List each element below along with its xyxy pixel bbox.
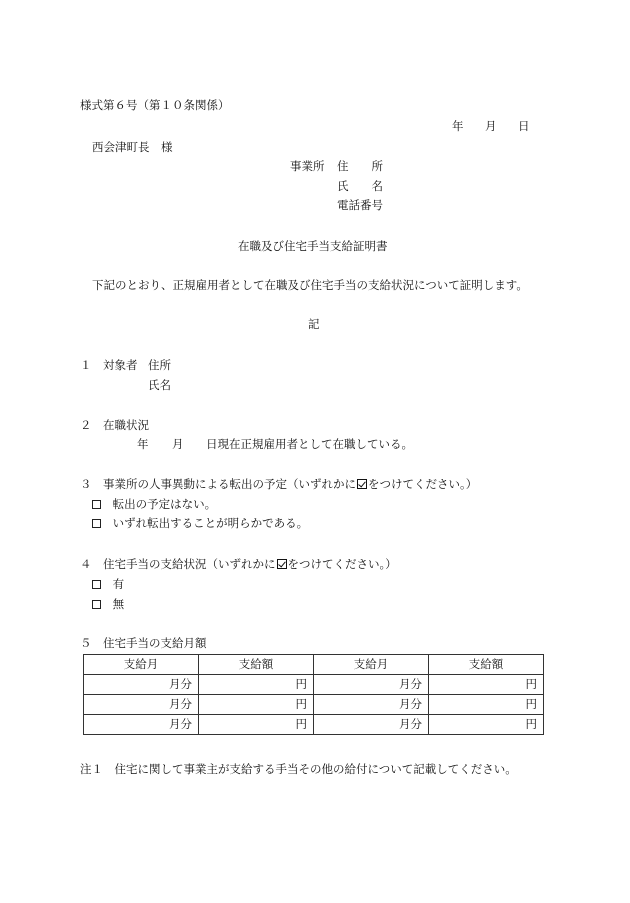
header-amount-2: 支給額 <box>429 655 544 675</box>
month-cell[interactable]: 月分 <box>314 695 429 715</box>
section2-status-text: 日現在正規雇用者として在職している。 <box>206 437 413 451</box>
allowance-table <box>83 654 544 735</box>
table-row <box>84 695 544 715</box>
employer-address-label: 住 所 <box>337 159 383 173</box>
table-header-row <box>84 655 544 675</box>
header-month-2: 支給月 <box>314 655 429 675</box>
month-cell[interactable]: 月分 <box>314 675 429 695</box>
checked-box-icon <box>357 479 367 489</box>
table-row <box>84 675 544 695</box>
checkbox-icon[interactable] <box>92 600 101 609</box>
amount-cell[interactable]: 円 <box>199 675 314 695</box>
section4-option2[interactable] <box>92 597 124 611</box>
checkbox-icon[interactable] <box>92 500 101 509</box>
section2-heading: ２ 在職状況 <box>80 418 149 432</box>
header-amount-1: 支給額 <box>199 655 314 675</box>
section3-heading-b: をつけてください。） <box>368 477 478 491</box>
section3-option2-label: いずれ転出することが明らかである。 <box>112 516 309 530</box>
section1-heading: １ 対象者 <box>80 358 138 372</box>
section4-option1[interactable] <box>92 577 124 591</box>
section3-option1[interactable] <box>92 497 216 511</box>
ki-marker: 記 <box>308 317 320 331</box>
date-month-label: 月 <box>485 119 497 133</box>
amount-cell[interactable]: 円 <box>429 695 544 715</box>
section3-option2[interactable] <box>92 516 308 530</box>
amount-cell[interactable]: 円 <box>429 715 544 735</box>
employer-name-label: 氏 名 <box>337 179 383 193</box>
section4-option1-label: 有 <box>112 577 125 591</box>
intro-text: 下記のとおり、正規雇用者として在職及び住宅手当の支給状況について証明します。 <box>92 278 528 292</box>
checkbox-icon[interactable] <box>92 519 101 528</box>
section3-heading <box>80 477 477 491</box>
addressee: 西会津町長 様 <box>92 140 173 154</box>
date-day-label: 日 <box>518 119 530 133</box>
section1-name-label: 氏名 <box>148 378 171 392</box>
month-cell[interactable]: 月分 <box>314 715 429 735</box>
month-cell[interactable]: 月分 <box>84 675 199 695</box>
section4-heading-b: をつけてください。） <box>287 557 397 571</box>
section3-heading-a: ３ 事業所の人事異動による転出の予定（いずれかに <box>80 477 356 491</box>
checkbox-icon[interactable] <box>92 580 101 589</box>
month-cell[interactable]: 月分 <box>84 695 199 715</box>
section4-option2-label: 無 <box>112 597 125 611</box>
employer-phone-label: 電話番号 <box>337 198 383 212</box>
section2-year-label: 年 <box>137 437 149 451</box>
section4-heading-a: ４ 住宅手当の支給状況（いずれかに <box>80 557 276 571</box>
document-title: 在職及び住宅手当支給証明書 <box>238 239 388 253</box>
checked-box-icon <box>277 559 287 569</box>
section2-month-label: 月 <box>172 437 184 451</box>
section4-heading <box>80 557 397 571</box>
date-year-label: 年 <box>452 119 464 133</box>
footnote: 注１ 住宅に関して事業主が支給する手当その他の給付について記載してください。 <box>80 762 517 776</box>
form-number: 様式第６号（第１０条関係） <box>80 98 230 112</box>
employer-label: 事業所 <box>290 159 325 173</box>
amount-cell[interactable]: 円 <box>199 695 314 715</box>
amount-cell[interactable]: 円 <box>199 715 314 735</box>
month-cell[interactable]: 月分 <box>84 715 199 735</box>
section3-option1-label: 転出の予定はない。 <box>112 497 217 511</box>
section5-heading: ５ 住宅手当の支給月額 <box>80 636 207 650</box>
amount-cell[interactable]: 円 <box>429 675 544 695</box>
section1-address-label: 住所 <box>148 358 171 372</box>
header-month-1: 支給月 <box>84 655 199 675</box>
table-row <box>84 715 544 735</box>
